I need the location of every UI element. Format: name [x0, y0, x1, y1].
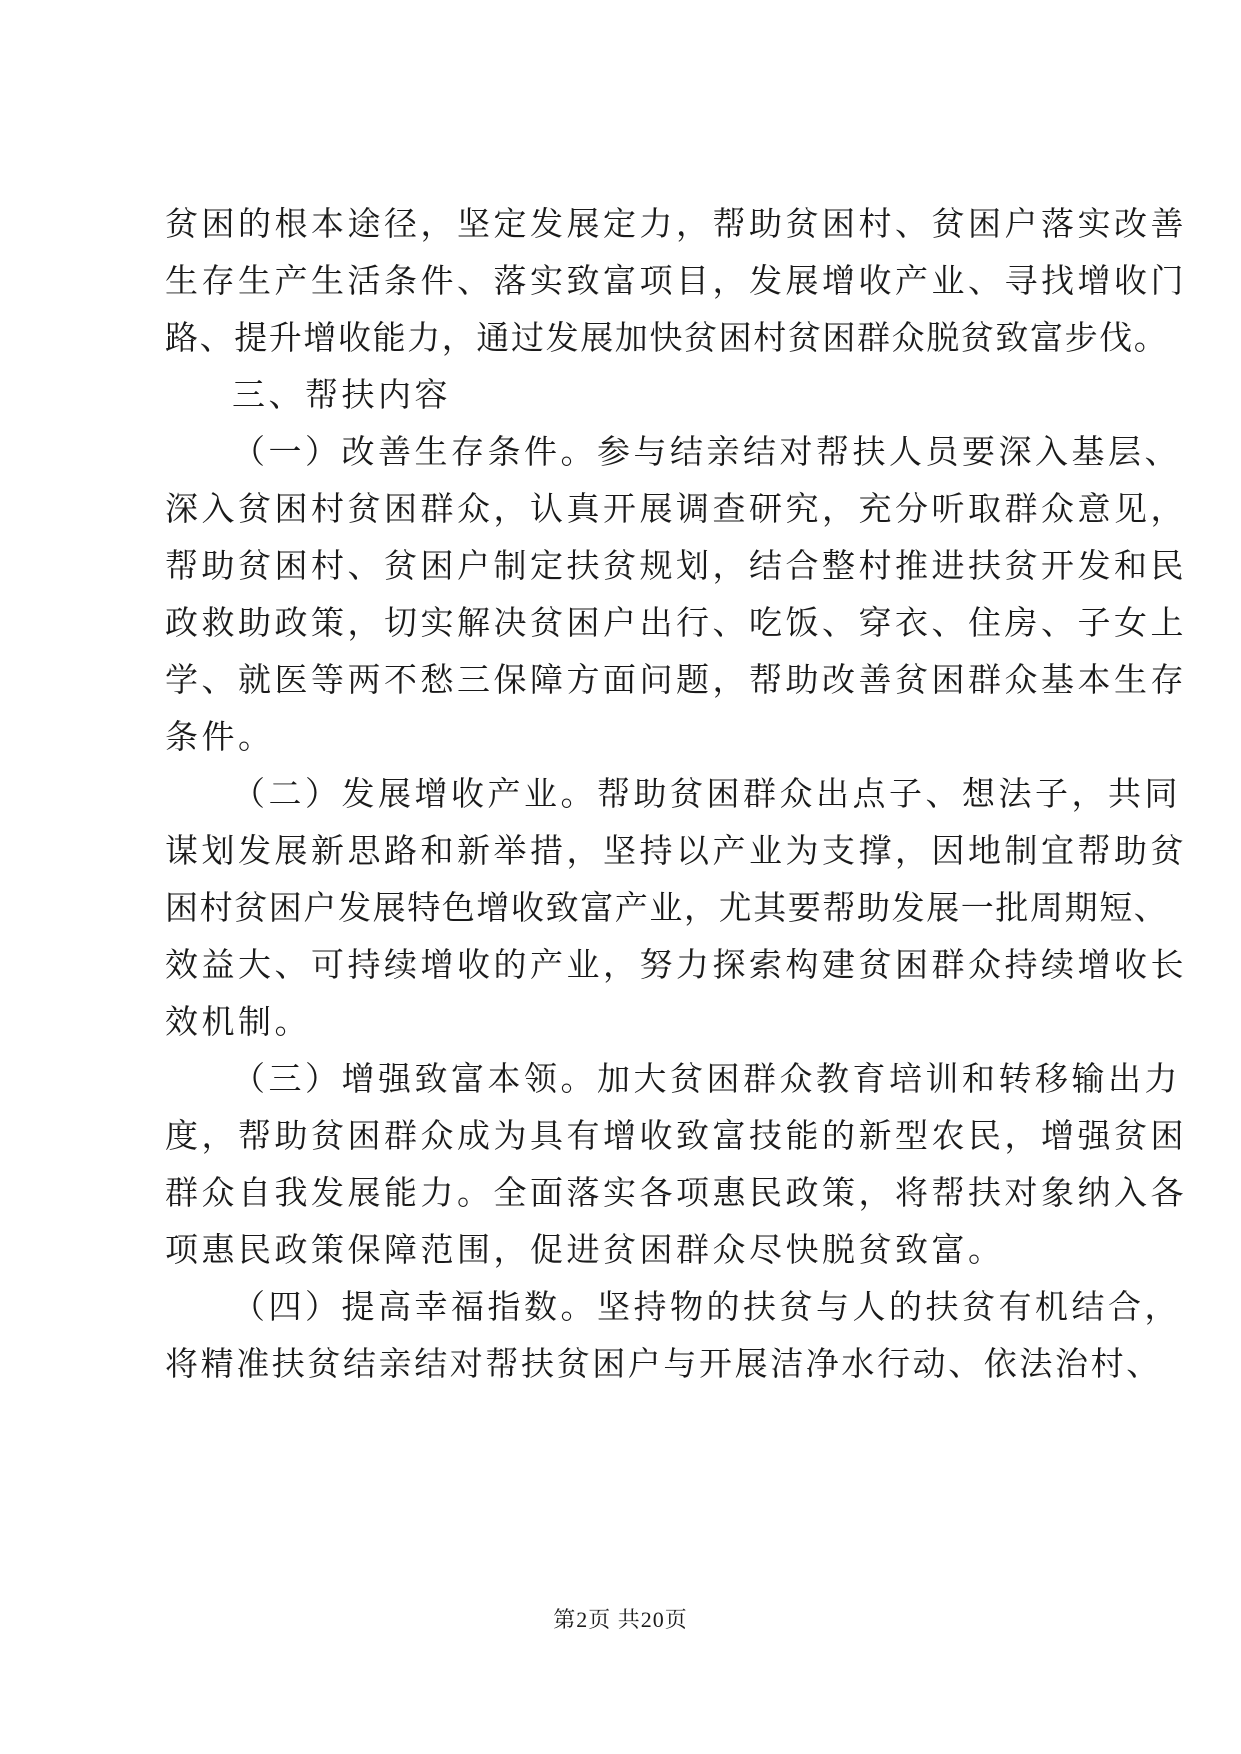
body-text-line: 群众自我发展能力。全面落实各项惠民政策，将帮扶对象纳入各: [165, 1173, 1187, 1212]
body-text-line: 路、提升增收能力，通过发展加快贫困村贫困群众脱贫致富步伐。: [165, 318, 1169, 357]
body-text-line: 谋划发展新思路和新举措，坚持以产业为支撑，因地制宜帮助贫: [165, 831, 1187, 870]
page-footer: 第2页 共20页: [553, 1607, 688, 1632]
body-text-line: 度，帮助贫困群众成为具有增收致富技能的新型农民，增强贫困: [165, 1116, 1187, 1155]
body-text-line: 效机制。: [165, 1002, 311, 1041]
body-text-line: 政救助政策，切实解决贫困户出行、吃饭、穿衣、住房、子女上: [165, 603, 1187, 642]
section-heading: 三、帮扶内容: [232, 375, 451, 414]
body-text-line: 将精准扶贫结亲结对帮扶贫困户与开展洁净水行动、依法治村、: [165, 1344, 1162, 1383]
body-text-line: 帮助贫困村、贫困户制定扶贫规划，结合整村推进扶贫开发和民: [165, 546, 1187, 585]
paragraph-heading-line: （四）提高幸福指数。坚持物的扶贫与人的扶贫有机结合，: [232, 1287, 1181, 1326]
body-text-line: 项惠民政策保障范围，促进贫困群众尽快脱贫致富。: [165, 1230, 1005, 1269]
body-text-line: 贫困的根本途径，坚定发展定力，帮助贫困村、贫困户落实改善: [165, 204, 1187, 243]
body-text-line: 生存生产生活条件、落实致富项目，发展增收产业、寻找增收门: [165, 261, 1187, 300]
paragraph-heading-line: （一）改善生存条件。参与结亲结对帮扶人员要深入基层、: [232, 432, 1181, 471]
paragraph-heading-line: （三）增强致富本领。加大贫困群众教育培训和转移输出力: [232, 1059, 1181, 1098]
body-text-line: 效益大、可持续增收的产业，努力探索构建贫困群众持续增收长: [165, 945, 1187, 984]
body-text-line: 困村贫困户发展特色增收致富产业，尤其要帮助发展一批周期短、: [165, 888, 1169, 927]
body-text-line: 条件。: [165, 717, 275, 756]
body-text-line: 深入贫困村贫困群众，认真开展调查研究，充分听取群众意见，: [165, 489, 1187, 528]
body-text-line: 学、就医等两不愁三保障方面问题，帮助改善贫困群众基本生存: [165, 660, 1187, 699]
paragraph-heading-line: （二）发展增收产业。帮助贫困群众出点子、想法子，共同: [232, 774, 1181, 813]
